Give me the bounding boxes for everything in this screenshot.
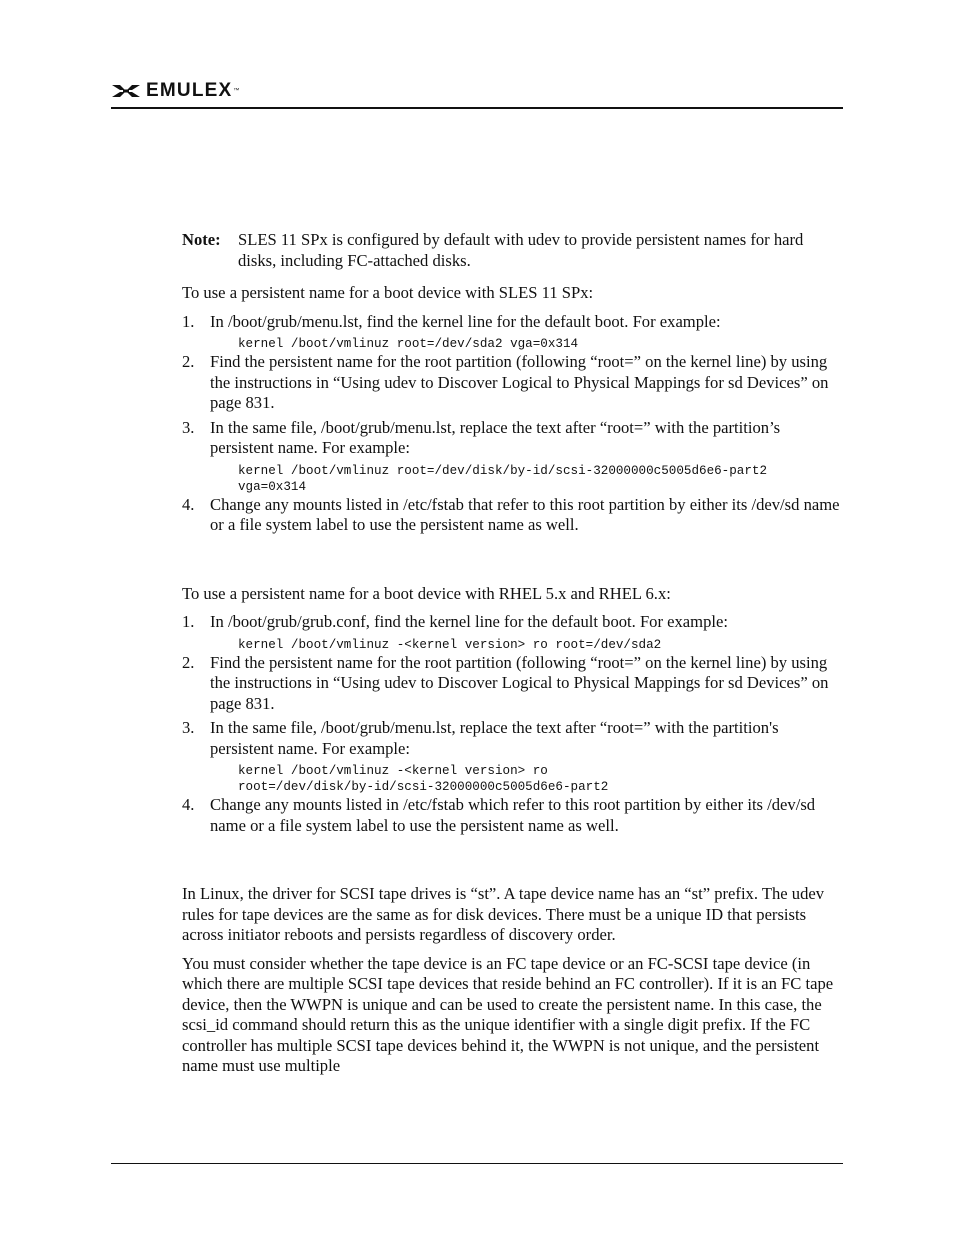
tape-paragraph-1: In Linux, the driver for SCSI tape drives is “st”. A tape device name has an “st” prefix. The udev rules for tape devices are the same as for disk devices. There must be a unique ID that persists across initiator reboots and persists regardless of discovery order.: [182, 884, 825, 944]
step-text: Find the persistent name for the root partition (following “root=” on the kernel line) by using the instructions in “Using udev to Discover Logical to Physical Mappings for sd Devices” on page 831.: [210, 652, 829, 713]
step-text: In the same file, /boot/grub/menu.lst, replace the text after “root=” with the partition’s persistent name. For example:: [210, 417, 781, 457]
emulex-logo: [111, 80, 239, 102]
note-text: SLES 11 SPx is configured by default with udev to provide persistent names for hard disks, including FC-attached disks.: [238, 230, 804, 270]
page-body: [182, 230, 842, 1085]
step-item: [182, 718, 842, 759]
code-example: kernel /boot/vmlinuz root=/dev/sda2 vga=0x314: [238, 337, 579, 351]
step-text: Find the persistent name for the root partition (following “root=” on the kernel line) by using the instructions in “Using udev to Discover Logical to Physical Mappings for sd Devices” on page 831.: [210, 352, 829, 412]
rhel-steps-list: [182, 612, 842, 836]
step-number: 3.: [182, 417, 195, 437]
code-example: kernel /boot/vmlinuz -<kernel version> ro root=/dev/sda2: [238, 637, 662, 652]
header-rule: [111, 107, 843, 109]
step-number: 2.: [182, 352, 195, 371]
step-number: 3.: [182, 718, 195, 737]
step-item: [182, 352, 842, 414]
step-item: [182, 795, 842, 836]
step-item: [182, 495, 842, 536]
step-number: 2.: [182, 652, 195, 672]
step-item: [182, 653, 842, 715]
step-number: 4.: [182, 795, 195, 814]
step-item: [182, 418, 842, 459]
code-example: kernel /boot/vmlinuz -<kernel version> ro root=/dev/disk/by-id/scsi-32000000c5005d6e6-part2: [238, 764, 609, 794]
step-number: 4.: [182, 494, 195, 514]
step-number: 1.: [182, 612, 195, 631]
step-text: Change any mounts listed in /etc/fstab which refer to this root partition by either its /dev/sd name or a file system label to use the persistent name as well.: [210, 795, 816, 835]
logo-text: EMULEX: [146, 80, 233, 101]
note-block: [182, 230, 842, 271]
step-number: 1.: [182, 311, 195, 331]
footer-rule: [111, 1163, 843, 1164]
step-item: [182, 612, 842, 633]
step-text: In /boot/grub/menu.lst, find the kernel line for the default boot. For example:: [210, 311, 721, 331]
sles-steps-list: [182, 312, 842, 536]
step-text: Change any mounts listed in /etc/fstab that refer to this root partition by either its /dev/sd name or a file system label to use the persistent name as well.: [210, 494, 840, 534]
rhel-intro: To use a persistent name for a boot device with RHEL 5.x and RHEL 6.x:: [182, 583, 671, 603]
step-text: In the same file, /boot/grub/menu.lst, replace the text after “root=” with the partition's persistent name. For example:: [210, 718, 779, 758]
tape-paragraph-2: You must consider whether the tape device is an FC tape device or an FC-SCSI tape device (in which there are multiple SCSI tape devices that reside behind an FC controller). If it is an FC tape device, then the WWPN is unique and can be used to create the persistent name. In this case, the scsi_id command should return this as the unique identifier with a single digit prefix. If the FC controller has multiple SCSI tape devices behind it, the WWPN is not unique, and the persistent name must use multiple: [182, 953, 834, 1075]
code-example: kernel /boot/vmlinuz root=/dev/disk/by-id/scsi-32000000c5005d6e6-part2 vga=0x314: [238, 463, 768, 494]
trademark: ™: [233, 88, 240, 94]
sles-intro: To use a persistent name for a boot device with SLES 11 SPx:: [182, 283, 594, 302]
emulex-logo-icon: [111, 83, 141, 99]
step-text: In /boot/grub/grub.conf, find the kernel line for the default boot. For example:: [210, 612, 728, 631]
step-item: [182, 312, 842, 333]
note-label: Note:: [182, 230, 221, 249]
